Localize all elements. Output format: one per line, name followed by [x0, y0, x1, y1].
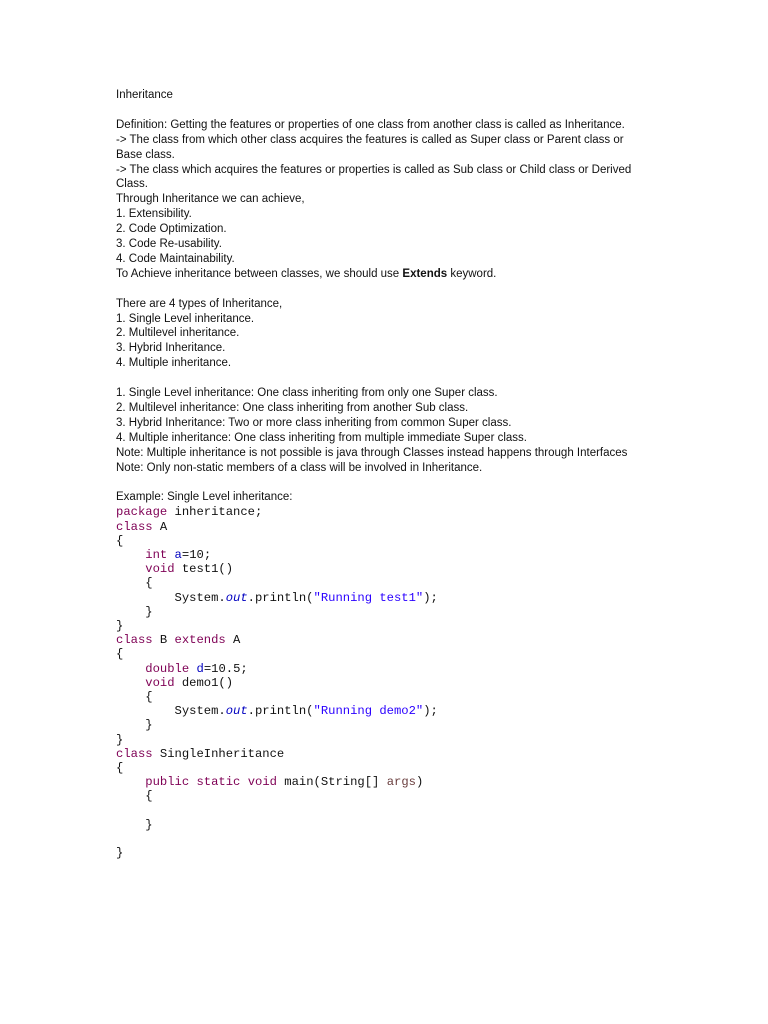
- keyword-void: void: [145, 675, 175, 690]
- package-name: inheritance;: [167, 505, 263, 520]
- extends-line: [116, 267, 736, 282]
- method-demo1: demo1(): [174, 675, 234, 690]
- extends-keyword: Extends: [402, 267, 448, 280]
- definition-line: Definition: Getting the features or properties of one class from another class is called as Inheritance.: [116, 118, 625, 131]
- type-description: 1. Single Level inheritance: One class inheriting from only one Super class.: [116, 387, 498, 400]
- code-line-package: [116, 505, 736, 519]
- call-close: );: [423, 590, 438, 605]
- code-line-class-a: [116, 520, 736, 534]
- brace: {: [145, 789, 153, 804]
- class-name-main: SingleInheritance: [152, 746, 285, 761]
- code-line-print-test1: [116, 591, 736, 605]
- code-line-brace: [116, 718, 736, 732]
- parent-class-a: A: [225, 633, 241, 648]
- code-line-brace: [116, 818, 736, 832]
- type-item: 1. Single Level inheritance.: [116, 312, 255, 325]
- method-test1: test1(): [174, 562, 234, 577]
- println-call: .println(: [247, 704, 314, 719]
- brace: }: [145, 718, 153, 733]
- class-name-b: B: [152, 633, 175, 648]
- code-line-blank: [116, 832, 736, 846]
- code-line-brace: }: [116, 618, 124, 633]
- type-item: 4. Multiple inheritance.: [116, 357, 232, 370]
- super-class-line-1: -> The class from which other class acquires the features is called as Super class or Parent class or: [116, 133, 624, 146]
- sub-class-line-1: -> The class which acquires the features or properties is called as Sub class or Child class or Derived: [116, 163, 632, 176]
- type-description: 3. Hybrid Inheritance: Two or more class inheriting from common Super class.: [116, 416, 512, 429]
- keyword-class: class: [116, 746, 153, 761]
- type-description: 4. Multiple inheritance: One class inheriting from multiple immediate Super class.: [116, 431, 527, 444]
- code-line-brace: {: [116, 647, 124, 662]
- field-a-init: =10;: [181, 547, 212, 562]
- type-item: 2. Multilevel inheritance.: [116, 327, 240, 340]
- args-param: args: [386, 775, 416, 790]
- benefit-item: 4. Code Maintainability.: [116, 252, 235, 265]
- out-ref: out: [225, 590, 248, 605]
- keyword-package: package: [116, 505, 168, 520]
- benefit-item: 3. Code Re-usability.: [116, 238, 222, 251]
- keyword-void: void: [247, 775, 277, 790]
- code-line-brace: [116, 576, 736, 590]
- string-literal: "Running test1": [313, 590, 424, 605]
- code-line-method-demo1: [116, 676, 736, 690]
- brace: }: [145, 817, 153, 832]
- benefit-item: 1. Extensibility.: [116, 208, 192, 221]
- keyword-extends: extends: [174, 633, 226, 648]
- code-line-class-main: [116, 747, 736, 761]
- println-call: .println(: [247, 590, 314, 605]
- achieve-line: Through Inheritance we can achieve,: [116, 193, 305, 206]
- code-line-blank: [116, 804, 736, 818]
- brace: {: [145, 689, 153, 704]
- code-line-field-a: [116, 548, 736, 562]
- code-line-method-test1: [116, 562, 736, 576]
- code-line-print-demo2: [116, 704, 736, 718]
- types-heading: There are 4 types of Inheritance,: [116, 297, 283, 310]
- keyword-int: int: [145, 547, 168, 562]
- main-signature: main(String[]: [276, 775, 387, 790]
- code-line-brace: {: [116, 533, 124, 548]
- type-description: 2. Multilevel inheritance: One class inheriting from another Sub class.: [116, 401, 469, 414]
- document-page: [116, 88, 736, 860]
- keyword-class: class: [116, 519, 153, 534]
- extends-line-suffix: keyword.: [447, 267, 497, 280]
- keyword-static: static: [196, 775, 241, 790]
- brace: {: [145, 576, 153, 591]
- code-line-brace: }: [116, 846, 124, 861]
- super-class-line-2: Base class.: [116, 148, 175, 161]
- field-d: d: [196, 661, 204, 676]
- system-ref: System.: [174, 704, 226, 719]
- class-name-a: A: [152, 519, 168, 534]
- field-d-init: =10.5;: [203, 661, 248, 676]
- extends-line-text: To Achieve inheritance between classes, we should use: [116, 267, 403, 280]
- brace: }: [145, 604, 153, 619]
- out-ref: out: [225, 704, 248, 719]
- code-line-class-b: [116, 633, 736, 647]
- code-line-brace: [116, 789, 736, 803]
- call-close: );: [423, 704, 438, 719]
- keyword-public: public: [145, 775, 190, 790]
- keyword-double: double: [145, 661, 190, 676]
- example-heading: Example: Single Level inheritance:: [116, 491, 293, 504]
- code-line-brace: {: [116, 760, 124, 775]
- code-line-brace: [116, 605, 736, 619]
- keyword-void: void: [145, 562, 175, 577]
- document-title: Inheritance: [116, 89, 173, 101]
- benefit-item: 2. Code Optimization.: [116, 223, 227, 236]
- code-line-brace: }: [116, 732, 124, 747]
- main-close-paren: ): [415, 775, 424, 790]
- system-ref: System.: [174, 590, 226, 605]
- type-item: 3. Hybrid Inheritance.: [116, 342, 226, 355]
- note-non-static: Note: Only non-static members of a class will be involved in Inheritance.: [116, 461, 483, 474]
- code-block: [116, 505, 736, 860]
- keyword-class: class: [116, 633, 153, 648]
- code-line-main-method: [116, 775, 736, 789]
- code-line-brace: [116, 690, 736, 704]
- string-literal: "Running demo2": [313, 704, 424, 719]
- note-multiple-inheritance: Note: Multiple inheritance is not possible is java through Classes instead happens through Interfaces: [116, 446, 628, 459]
- sub-class-line-2: Class.: [116, 178, 148, 191]
- code-line-field-d: [116, 662, 736, 676]
- field-a: a: [174, 547, 182, 562]
